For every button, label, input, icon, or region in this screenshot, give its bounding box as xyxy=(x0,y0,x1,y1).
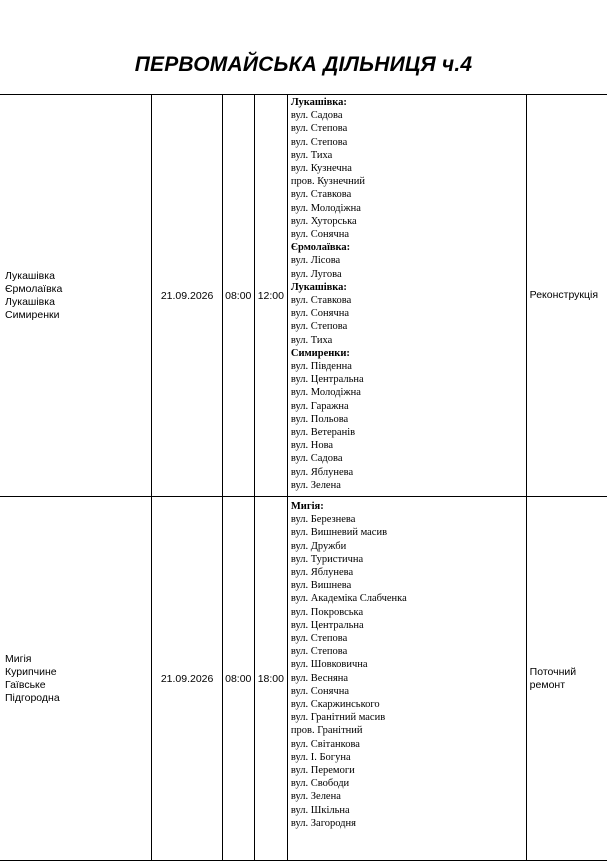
street-item: вул. Польова xyxy=(290,413,349,425)
street-item: вул. Вишнева xyxy=(290,580,352,592)
street-item: пров. Кузнечний xyxy=(290,176,365,188)
schedule-body xyxy=(0,95,607,861)
street-item: вул. Ставкова xyxy=(290,189,352,201)
location-name: Підгородна xyxy=(5,691,60,704)
table-row xyxy=(0,95,607,497)
village-header: Єрмолаївка: xyxy=(290,242,351,254)
street-item: вул. Хуторська xyxy=(290,215,357,227)
work-type-cell: Поточний ремонт xyxy=(526,497,607,861)
street-item: вул. Молодіжна xyxy=(290,387,361,399)
street-item: вул. Вишневий масив xyxy=(290,527,388,539)
street-item: вул. Туристична xyxy=(290,553,364,565)
location-name: Єрмолаївка xyxy=(5,282,63,295)
street-item: вул. Березнева xyxy=(290,514,356,526)
street-item: вул. Ставкова xyxy=(290,295,352,307)
street-item: вул. Центральна xyxy=(290,374,364,386)
street-item: вул. І. Богуна xyxy=(290,751,351,763)
street-item: вул. Тиха xyxy=(290,334,333,346)
street-item: вул. Зелена xyxy=(290,479,341,491)
location-name: Лукашівка xyxy=(5,269,55,282)
street-item: вул. Дружби xyxy=(290,540,347,552)
street-item: вул. Центральна xyxy=(290,619,364,631)
street-item: вул. Свободи xyxy=(290,778,350,790)
street-item: вул. Лісова xyxy=(290,255,341,267)
streets-cell xyxy=(287,497,526,861)
street-item: вул. Покровська xyxy=(290,606,364,618)
village-header: Лукашівка: xyxy=(290,281,347,293)
end-time-cell: 18:00 xyxy=(254,497,287,861)
street-item: вул. Гранітний масив xyxy=(290,712,386,724)
location-name: Симиренки xyxy=(5,308,60,321)
page-title: ПЕРВОМАЙСЬКА ДІЛЬНИЦЯ ч.4 xyxy=(134,53,473,76)
street-item: вул. Ветеранів xyxy=(290,427,356,439)
street-item: вул. Степова xyxy=(290,321,348,333)
street-item: вул. Нова xyxy=(290,440,334,452)
street-item: вул. Академіка Слабченка xyxy=(290,593,407,605)
street-item: вул. Сонячна xyxy=(290,229,350,241)
street-item: вул. Весняна xyxy=(290,672,349,684)
location-name: Курипчине xyxy=(5,665,57,678)
street-item: вул. Гаражна xyxy=(290,400,349,412)
location-name: Лукашівка xyxy=(5,295,55,308)
table-row xyxy=(0,497,607,861)
street-item: вул. Південна xyxy=(290,361,352,373)
street-item: вул. Зелена xyxy=(290,791,341,803)
street-item: вул. Степова xyxy=(290,646,348,658)
location-name: Мигія xyxy=(5,652,32,665)
locations-cell xyxy=(0,95,152,497)
street-item: вул. Світанкова xyxy=(290,738,360,750)
street-item: пров. Гранітний xyxy=(290,725,363,737)
street-item: вул. Скаржинського xyxy=(290,699,380,711)
street-item: вул. Яблунева xyxy=(290,567,354,579)
date-cell: 21.09.2026 xyxy=(152,497,222,861)
street-item: вул. Перемоги xyxy=(290,765,355,777)
village-header: Симиренки: xyxy=(290,347,350,359)
street-item: вул. Степова xyxy=(290,123,348,135)
street-item: вул. Яблунева xyxy=(290,466,354,478)
street-item: вул. Степова xyxy=(290,136,348,148)
street-item: вул. Лугова xyxy=(290,268,342,280)
locations-cell xyxy=(0,497,152,861)
streets-cell xyxy=(287,95,526,497)
street-item: вул. Шовковична xyxy=(290,659,368,671)
outage-schedule-table xyxy=(0,94,607,861)
location-name: Гаївське xyxy=(5,678,46,691)
street-item: вул. Сонячна xyxy=(290,308,350,320)
street-item: вул. Тиха xyxy=(290,149,333,161)
street-item: вул. Шкільна xyxy=(290,804,350,816)
village-header: Мигія: xyxy=(290,501,324,512)
street-item: вул. Загородня xyxy=(290,817,356,829)
end-time-cell: 12:00 xyxy=(254,95,287,497)
street-item: вул. Степова xyxy=(290,633,348,645)
village-header: Лукашівка: xyxy=(290,97,347,108)
street-item: вул. Сонячна xyxy=(290,685,350,697)
start-time-cell: 08:00 xyxy=(222,497,254,861)
street-item: вул. Кузнечна xyxy=(290,163,352,175)
street-item: вул. Садова xyxy=(290,453,343,465)
street-item: вул. Молодіжна xyxy=(290,202,361,214)
street-item: вул. Садова xyxy=(290,110,343,122)
date-cell: 21.09.2026 xyxy=(152,95,222,497)
start-time-cell: 08:00 xyxy=(222,95,254,497)
work-type-cell: Реконструкція xyxy=(526,95,607,497)
